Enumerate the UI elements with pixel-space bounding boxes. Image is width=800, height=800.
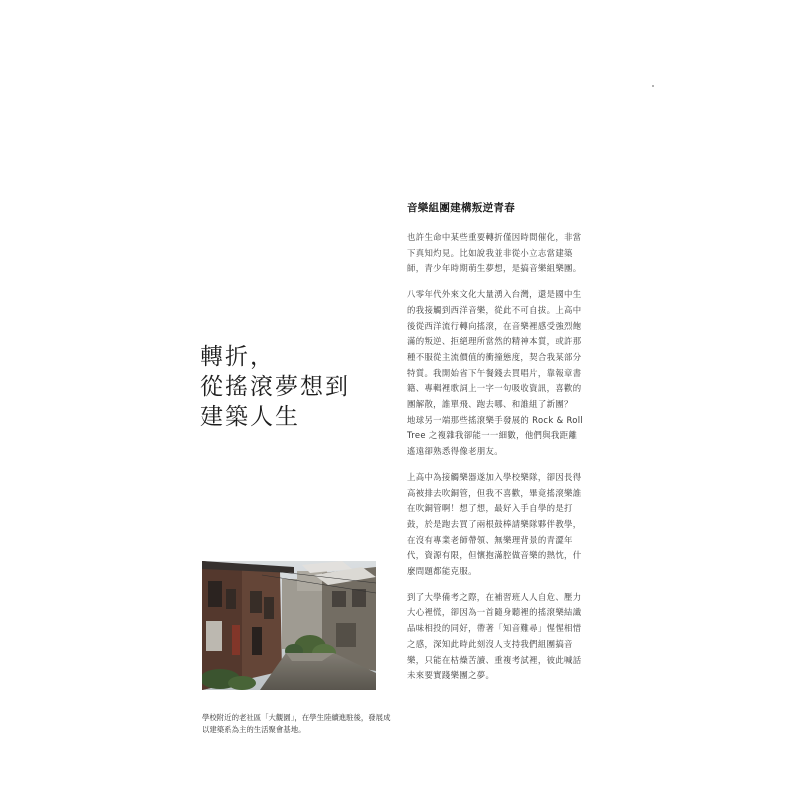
paragraph-line: 麼問題都能克服。 [407, 566, 477, 577]
paragraph-line: 下真知灼見。比如說我並非從小立志當建築 [407, 247, 573, 258]
alley-photo-illustration [202, 561, 376, 690]
paragraph-line: 八零年代外來文化大量湧入台灣，還是國中生 [407, 289, 582, 300]
paragraph-1 [407, 230, 597, 277]
section-heading: 音樂組團建構叛逆青春 [407, 202, 515, 214]
chapter-title-line-2: 從搖滾夢想到 [200, 374, 350, 400]
paragraph-line: 之感，深知此時此刻沒人支持我們組團搞音 [407, 638, 573, 649]
paragraph-line: 種不服從主流價值的衝撞態度，契合我某部分 [407, 351, 582, 362]
paragraph-line: 的我接觸到西洋音樂，從此不可自拔。上高中 [407, 304, 582, 315]
paragraph-line: 團解散，誰單飛、跑去哪、和誰組了新團？ [407, 399, 573, 410]
chapter-title-line-3: 建築人生 [200, 404, 300, 430]
photo-caption-line-1: 學校附近的老社區「大觀園」，在學生陸續進駐後，發展成 [202, 713, 391, 722]
paragraph-line: 也許生命中某些重要轉折僅因時間催化，非當 [407, 232, 582, 242]
alley-photo [202, 561, 376, 690]
paragraph-line: Tree 之複雜我卻能一一細數，他們與我距離 [407, 430, 578, 441]
paragraph-line: 樂，只能在枯燥苦讀、重複考試裡，彼此喊話 [407, 654, 582, 665]
page-mark [652, 85, 654, 87]
paragraph-line: 在沒有專業老師帶領、無樂理背景的青澀年 [407, 534, 573, 545]
paragraph-line: 遙遠卻熟悉得像老朋友。 [407, 446, 503, 457]
paragraph-line: 籍、專輯裡歌詞上一字一句吸收資訊，喜歡的 [407, 383, 582, 394]
paragraph-line: 到了大學備考之際，在補習班人人自危、壓力 [407, 591, 582, 602]
paragraph-line: 地球另一端那些搖滾樂手發展的 Rock & Roll [407, 414, 584, 425]
paragraph-line: 高被排去吹銅管，但我不喜歡，畢竟搖滾樂誰 [407, 487, 582, 498]
photo-caption [202, 712, 392, 736]
paragraph-line: 品味相投的同好，帶著「知音難尋」惺惺相惜 [407, 623, 582, 634]
photo-caption-line-2: 以建築系為主的生活聚會基地。 [202, 725, 306, 734]
paragraph-line: 在吹銅管啊！想了想，最好入手自學的是打 [407, 503, 573, 514]
paragraph-line: 代，資源有限，但懷抱滿腔做音樂的熱忱，什 [407, 550, 582, 561]
chapter-title [200, 342, 380, 432]
article-column [407, 200, 597, 694]
paragraph-4 [407, 590, 597, 684]
paragraph-line: 師，青少年時期萌生夢想，是搞音樂組樂團。 [407, 263, 582, 274]
paragraph-line: 後從西洋流行轉向搖滾，在音樂裡感受強烈飽 [407, 320, 582, 331]
paragraph-line: 鼓，於是跑去買了兩根鼓棒請樂隊夥伴教學， [407, 518, 582, 529]
paragraph-3 [407, 470, 597, 580]
paragraph-2 [407, 287, 597, 460]
chapter-title-line-1: 轉折， [200, 344, 275, 370]
paragraph-line: 未來要實踐樂團之夢。 [407, 670, 495, 681]
paragraph-line: 滿的叛逆、拒絕理所當然的精神本質，或許那 [407, 336, 582, 347]
paragraph-line: 大心裡慌，卻因為一首隨身聽裡的搖滾樂結識 [407, 607, 582, 618]
paragraph-line: 上高中為接觸樂器遂加入學校樂隊，卻因長得 [407, 471, 582, 482]
paragraph-line: 特質。我開始省下午餐錢去買唱片，靠報章書 [407, 367, 582, 378]
